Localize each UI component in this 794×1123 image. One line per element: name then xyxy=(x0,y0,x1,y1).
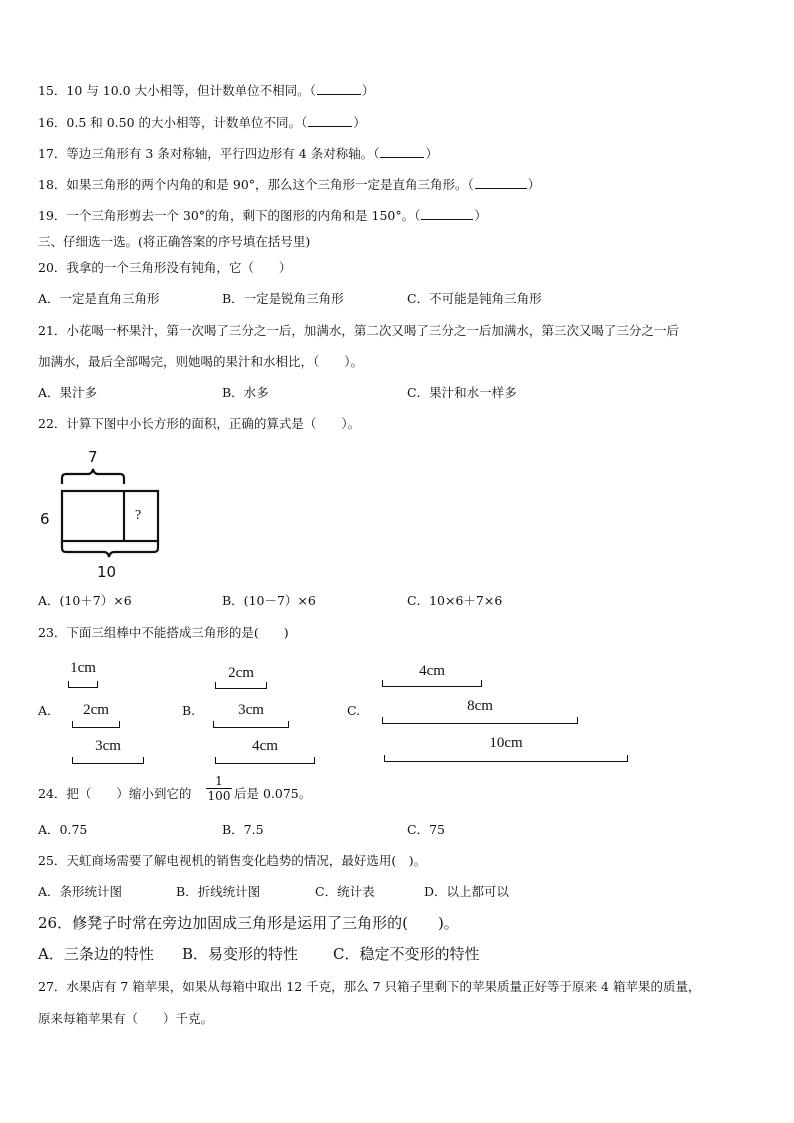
q22-option-c[interactable]: C．10×6＋7×6 xyxy=(407,593,503,608)
q20-option-c[interactable]: C．不可能是钝角三角形 xyxy=(407,291,542,306)
question-17: 17．等边三角形有 3 条对称轴，平行四边形有 4 条对称轴。（ ） xyxy=(38,146,438,161)
answer-blank[interactable] xyxy=(421,208,473,220)
question-26: 26．修凳子时常在旁边加固成三角形是运用了三角形的( )。 xyxy=(38,914,459,932)
stick-b3: 4cm xyxy=(215,738,315,764)
q21-option-b[interactable]: B．水多 xyxy=(222,385,269,400)
q24-option-a[interactable]: A．0.75 xyxy=(38,822,88,837)
q26-option-a[interactable]: A．三条边的特性 xyxy=(38,945,154,963)
q25-option-c[interactable]: C．统计表 xyxy=(315,884,375,899)
fraction-1-100: $\frac{1}{100}$ xyxy=(207,774,231,803)
section-title: 三、仔细选一选。(将正确答案的序号填在括号里) xyxy=(38,234,311,249)
question-24-pre: 24．把（ ）缩小到它的 xyxy=(38,786,192,801)
stick-a1: 1cm xyxy=(68,660,98,688)
question-27-line1: 27．水果店有 7 箱苹果，如果从每箱中取出 12 千克，那么 7 只箱子里剩下的苹果质量正好等于原来 4 箱苹果的质量， xyxy=(38,979,701,994)
answer-blank[interactable] xyxy=(380,146,424,158)
q22-option-b[interactable]: B．(10－7）×6 xyxy=(222,593,316,608)
question-15: 15．10 与 10.0 大小相等，但计数单位不相同。（ ） xyxy=(38,83,375,98)
stick-c1: 4cm xyxy=(382,663,482,687)
answer-blank[interactable] xyxy=(308,115,352,127)
q26-option-b[interactable]: B．易变形的特性 xyxy=(182,945,299,963)
q25-option-b[interactable]: B．折线统计图 xyxy=(176,884,261,899)
stick-a3: 3cm xyxy=(72,738,144,764)
bottom-brace xyxy=(62,541,158,557)
question-19: 19．一个三角形剪去一个 30°的角，剩下的图形的内角和是 150°。（ ） xyxy=(38,208,487,223)
question-22: 22．计算下图中小长方形的面积，正确的算式是（ ）。 xyxy=(38,416,361,431)
top-brace xyxy=(62,469,124,484)
q24-option-c[interactable]: C．75 xyxy=(407,822,445,837)
big-rectangle xyxy=(62,491,158,541)
stick-b2: 3cm xyxy=(213,702,289,728)
stick-b1: 2cm xyxy=(215,665,267,689)
question-25: 25．天虹商场需要了解电视机的销售变化趋势的情况，最好选用( )。 xyxy=(38,853,427,868)
figure-label-10: 10 xyxy=(97,563,117,581)
stick-c2: 8cm xyxy=(382,698,578,724)
q25-option-d[interactable]: D．以上都可以 xyxy=(424,884,510,899)
q21-option-c[interactable]: C．果汁和水一样多 xyxy=(407,385,517,400)
q20-option-a[interactable]: A．一定是直角三角形 xyxy=(38,291,160,306)
question-27-line2: 原来每箱苹果有（ ）千克。 xyxy=(38,1011,214,1026)
question-24-post: 后是 0.075。 xyxy=(234,786,312,801)
q22-option-a[interactable]: A．(10＋7）×6 xyxy=(38,593,132,608)
q26-option-c[interactable]: C．稳定不变形的特性 xyxy=(333,945,480,963)
figure-label-6: 6 xyxy=(40,510,50,528)
question-18: 18．如果三角形的两个内角的和是 90°，那么这个三角形一定是直角三角形。（ ） xyxy=(38,177,541,192)
figure-label-question: ? xyxy=(135,508,142,523)
q21-option-a[interactable]: A．果汁多 xyxy=(38,385,98,400)
question-20: 20．我拿的一个三角形没有钝角，它（ ） xyxy=(38,260,292,275)
q23-option-c-label[interactable]: C. xyxy=(347,703,361,718)
q25-option-a[interactable]: A．条形统计图 xyxy=(38,884,123,899)
figure-label-7: 7 xyxy=(88,448,98,466)
q20-option-b[interactable]: B．一定是锐角三角形 xyxy=(222,291,344,306)
q23-option-b-label[interactable]: B. xyxy=(182,703,196,718)
q23-option-a-label[interactable]: A. xyxy=(38,703,52,718)
answer-blank[interactable] xyxy=(475,177,527,189)
stick-a2: 2cm xyxy=(72,702,120,728)
question-21-line2: 加满水，最后全部喝完，则她喝的果汁和水相比，（ ）。 xyxy=(38,354,364,369)
question-21-line1: 21．小花喝一杯果汁，第一次喝了三分之一后，加满水，第二次又喝了三分之一后加满水，第三次又喝了三分之一后 xyxy=(38,323,679,338)
answer-blank[interactable] xyxy=(317,83,361,95)
q24-option-b[interactable]: B．7.5 xyxy=(222,822,264,837)
stick-c3: 10cm xyxy=(384,735,628,762)
question-16: 16．0.5 和 0.50 的大小相等，计数单位不同。（ ） xyxy=(38,115,366,130)
question-23: 23．下面三组棒中不能搭成三角形的是( ) xyxy=(38,625,289,640)
